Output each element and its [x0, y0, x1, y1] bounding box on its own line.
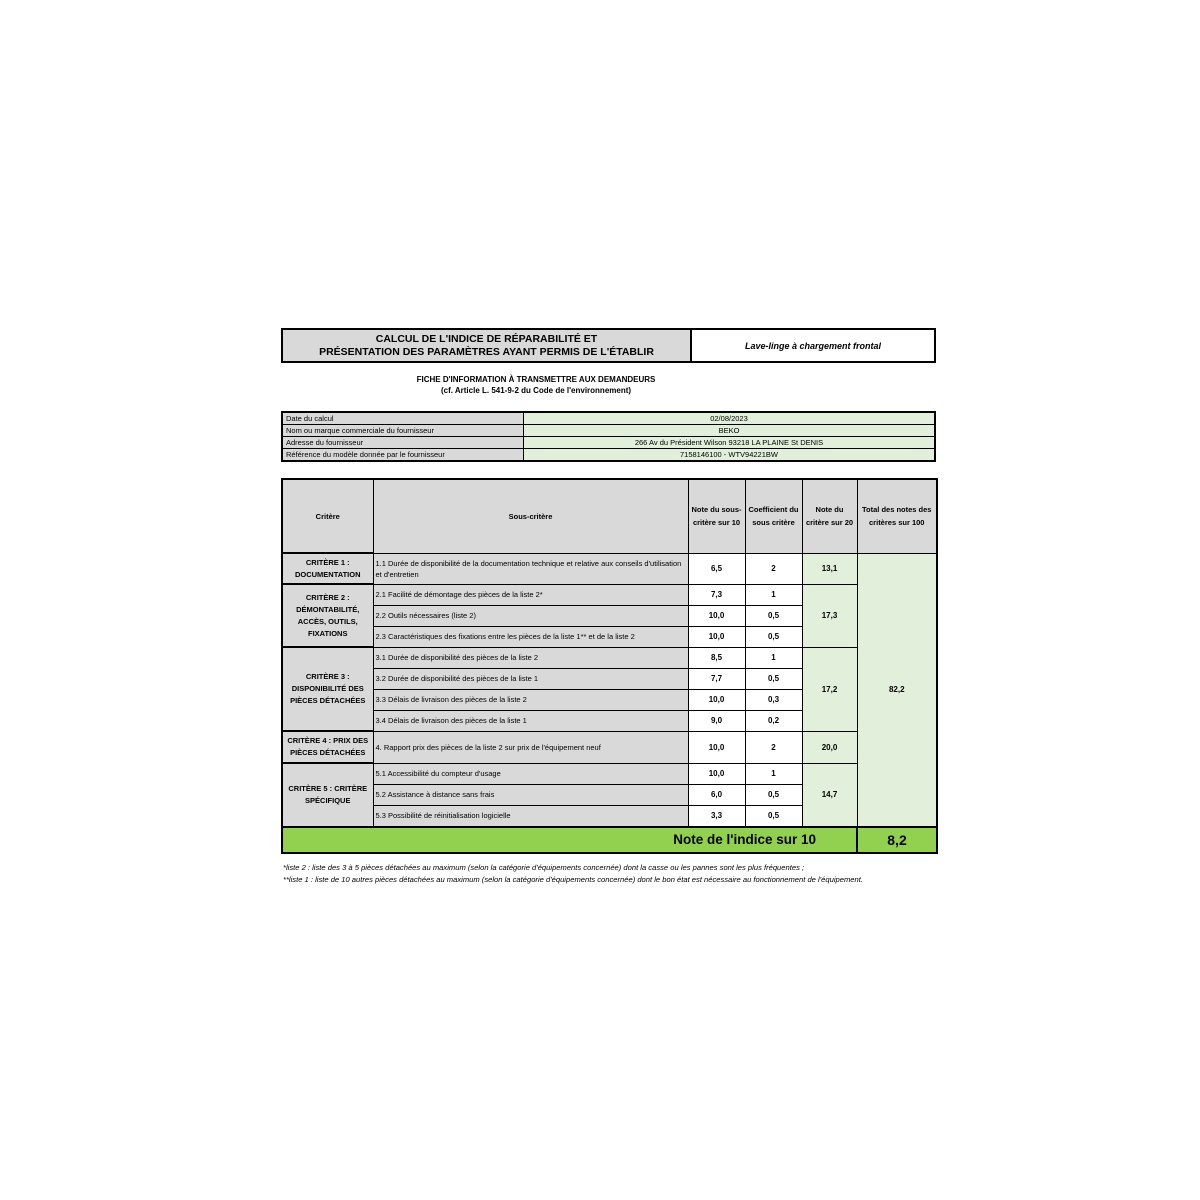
info-row: [282, 437, 935, 449]
table-row: [282, 731, 937, 763]
info-value: 7158146100 - WTV94221BW: [524, 449, 936, 462]
subcriterion-note: 6,5: [688, 553, 745, 584]
info-row: [282, 412, 935, 425]
col-coefficient: Coefficient du sous critère: [745, 479, 802, 553]
subcriterion-note: 9,0: [688, 710, 745, 731]
subcriterion-label: 2.3 Caractéristiques des fixations entre les pièces de la liste 1** et de la liste 2: [373, 626, 688, 647]
product-category: Lave-linge à chargement frontal: [744, 340, 882, 351]
summary-score: 8,2: [857, 827, 937, 853]
criteria-table: [281, 478, 938, 854]
criterion-2-name: CRITÈRE 2 : DÉMONTABILITÉ, ACCÈS, OUTILS, FIXATIONS: [282, 584, 373, 647]
footnote-list-2: *liste 2 : liste des 3 à 5 pièces détachées au maximum (selon la catégorie d'équipements concernée) dont la casse ou les pannes sont les plus fréquentes ;: [283, 863, 805, 872]
info-label: Date du calcul: [282, 412, 524, 425]
subcriterion-note: 10,0: [688, 689, 745, 710]
total-score-100: 82,2: [857, 553, 937, 827]
info-label: Nom ou marque commerciale du fournisseur: [282, 425, 524, 437]
info-label: Référence du modèle donnée par le fournisseur: [282, 449, 524, 462]
criterion-4-score: 20,0: [802, 731, 857, 763]
sheet-title: [283, 330, 692, 361]
fiche-heading: [281, 374, 791, 396]
criterion-5-name: CRITÈRE 5 : CRITÈRE SPÉCIFIQUE: [282, 763, 373, 827]
subcriterion-label: 3.3 Délais de livraison des pièces de la liste 2: [373, 689, 688, 710]
subcriterion-coef: 0,5: [745, 784, 802, 805]
footnote-list-1: **liste 1 : liste de 10 autres pièces détachées au maximum (selon la catégorie d'équipements concernée) dont le bon état est nécessaire au fonctionnement de l'équipement.: [283, 875, 863, 884]
sheet-header: [281, 328, 936, 363]
subcriterion-coef: 2: [745, 731, 802, 763]
subcriterion-note: 10,0: [688, 763, 745, 784]
subcriterion-coef: 1: [745, 763, 802, 784]
subcriterion-coef: 1: [745, 647, 802, 668]
subcriterion-note: 6,0: [688, 784, 745, 805]
title-line-2: PRÉSENTATION DES PARAMÈTRES AYANT PERMIS DE L'ÉTABLIR: [319, 345, 654, 358]
criterion-1-score: 13,1: [802, 553, 857, 584]
col-total: Total des notes des critères sur 100: [857, 479, 937, 553]
table-row: [282, 553, 937, 584]
subcriterion-label: 3.2 Durée de disponibilité des pièces de la liste 1: [373, 668, 688, 689]
subcriterion-label: 5.3 Possibilité de réinitialisation logicielle: [373, 805, 688, 827]
table-row: [282, 647, 937, 668]
subcriterion-label: 1.1 Durée de disponibilité de la documentation technique et relative aux conseils d'utilisation et d'entretien: [373, 553, 688, 584]
subcriterion-label: 3.4 Délais de livraison des pièces de la liste 1: [373, 710, 688, 731]
summary-row: [282, 827, 937, 853]
info-value: 266 Av du Président Wilson 93218 LA PLAINE St DENIS: [524, 437, 936, 449]
col-note-sous-critere: Note du sous-critère sur 10: [688, 479, 745, 553]
subcriterion-label: 3.1 Durée de disponibilité des pièces de la liste 2: [373, 647, 688, 668]
fiche-line-2: (cf. Article L. 541-9-2 du Code de l'environnement): [440, 386, 632, 395]
title-line-1: CALCUL DE L'INDICE DE RÉPARABILITÉ ET: [375, 332, 598, 345]
info-label: Adresse du fournisseur: [282, 437, 524, 449]
criterion-3-name: CRITÈRE 3 : DISPONIBILITÉ DES PIÈCES DÉTACHÉES: [282, 647, 373, 731]
info-row: [282, 449, 935, 462]
subcriterion-note: 10,0: [688, 626, 745, 647]
subcriterion-coef: 2: [745, 553, 802, 584]
table-row: [282, 763, 937, 784]
subcriterion-coef: 0,3: [745, 689, 802, 710]
criterion-2-score: 17,3: [802, 584, 857, 647]
summary-label: Note de l'indice sur 10: [282, 827, 857, 853]
fiche-line-1: FICHE D'INFORMATION À TRANSMETTRE AUX DEMANDEURS: [416, 375, 656, 384]
subcriterion-note: 7,3: [688, 584, 745, 605]
footnotes: [283, 862, 933, 886]
table-header-row: [282, 479, 937, 553]
subcriterion-label: 5.2 Assistance à distance sans frais: [373, 784, 688, 805]
subcriterion-note: 8,5: [688, 647, 745, 668]
subcriterion-note: 7,7: [688, 668, 745, 689]
subcriterion-coef: 1: [745, 584, 802, 605]
criterion-3-score: 17,2: [802, 647, 857, 731]
subcriterion-label: 2.1 Facilité de démontage des pièces de la liste 2*: [373, 584, 688, 605]
subcriterion-coef: 0,5: [745, 605, 802, 626]
info-value: 02/08/2023: [524, 412, 936, 425]
subcriterion-coef: 0,5: [745, 626, 802, 647]
table-row: [282, 584, 937, 605]
subcriterion-note: 10,0: [688, 731, 745, 763]
subcriterion-note: 3,3: [688, 805, 745, 827]
col-note-critere: Note du critère sur 20: [802, 479, 857, 553]
col-sous-critere: Sous-critère: [373, 479, 688, 553]
subcriterion-coef: 0,5: [745, 805, 802, 827]
repairability-sheet: [281, 328, 936, 884]
subcriterion-coef: 0,2: [745, 710, 802, 731]
subcriterion-coef: 0,5: [745, 668, 802, 689]
col-critere: Critère: [282, 479, 373, 553]
subcriterion-label: 4. Rapport prix des pièces de la liste 2 sur prix de l'équipement neuf: [373, 731, 688, 763]
supplier-info-table: [281, 411, 936, 462]
info-row: [282, 425, 935, 437]
info-value: BEKO: [524, 425, 936, 437]
subcriterion-label: 2.2 Outils nécessaires (liste 2): [373, 605, 688, 626]
criterion-5-score: 14,7: [802, 763, 857, 827]
criterion-4-name: CRITÈRE 4 : PRIX DES PIÈCES DÉTACHÉES: [282, 731, 373, 763]
criterion-1-name: CRITÈRE 1 : DOCUMENTATION: [282, 553, 373, 584]
subcriterion-note: 10,0: [688, 605, 745, 626]
subcriterion-label: 5.1 Accessibilité du compteur d'usage: [373, 763, 688, 784]
